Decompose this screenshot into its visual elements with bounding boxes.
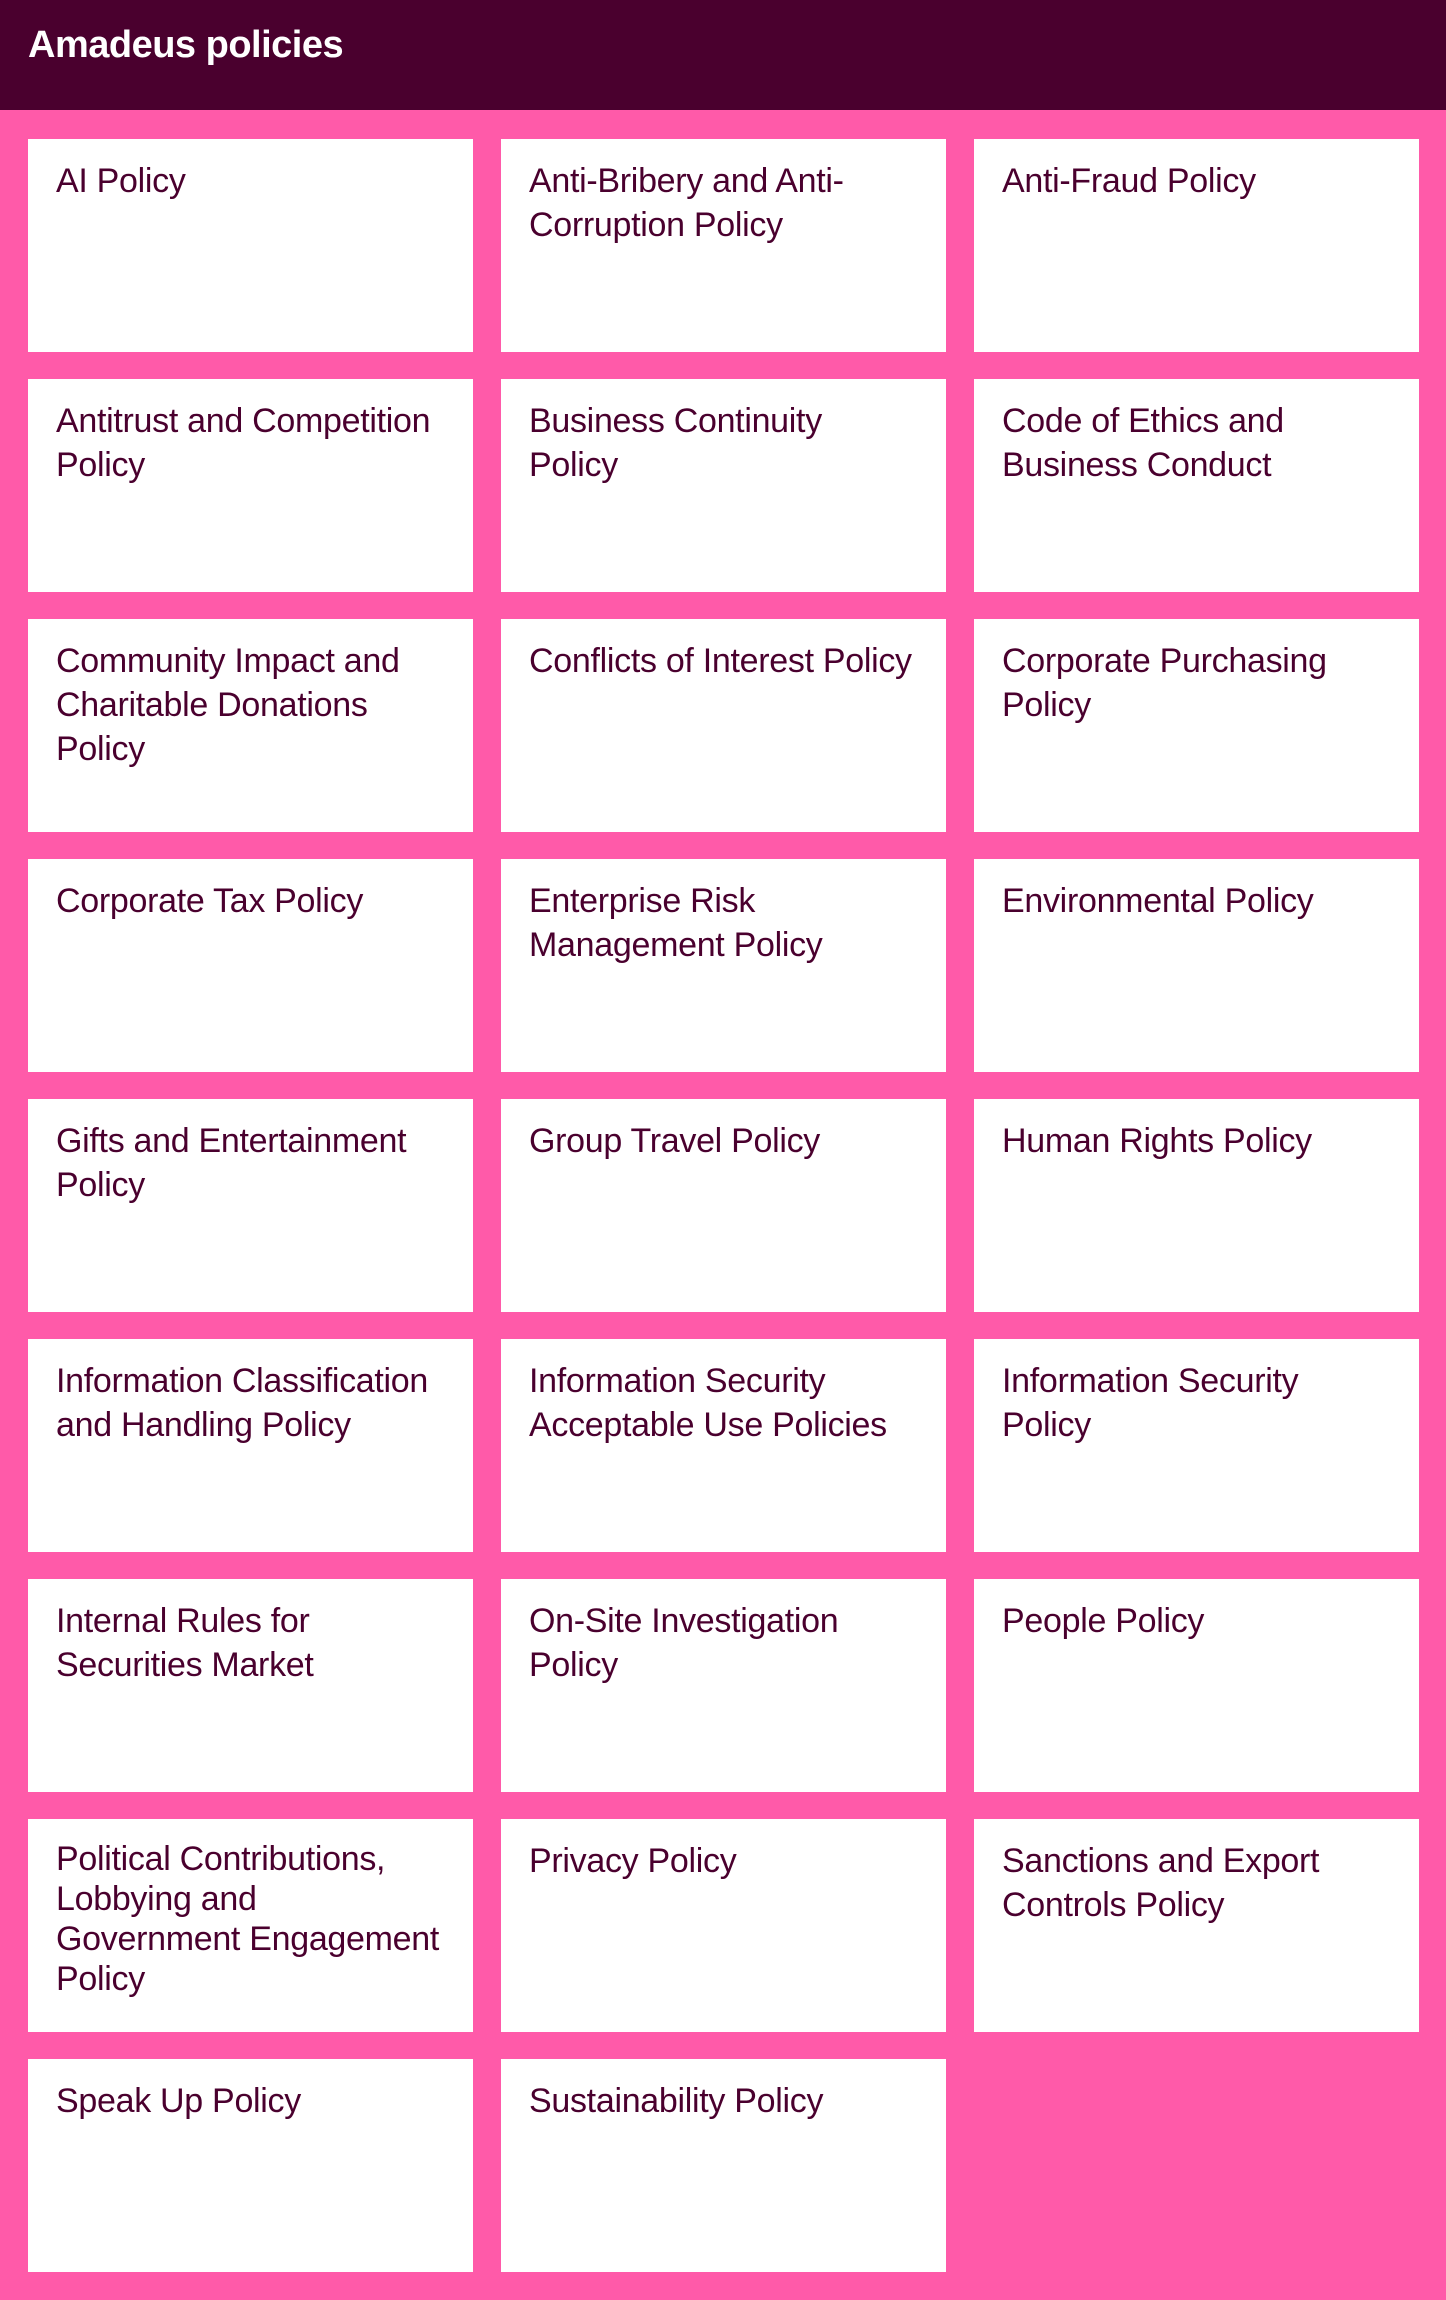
policy-card-label: Business Continuity Policy — [529, 402, 822, 484]
policy-card-label: Information Security Acceptable Use Policies — [529, 1362, 887, 1444]
policy-card-anti-bribery[interactable] — [501, 139, 946, 352]
policy-card-label: Conflicts of Interest Policy — [529, 642, 912, 680]
policy-card-sanctions-export[interactable] — [974, 1819, 1419, 2032]
policy-card-antitrust[interactable] — [28, 379, 473, 592]
policy-card-label: AI Policy — [56, 162, 186, 200]
policy-card-on-site-investigation[interactable] — [501, 1579, 946, 1792]
policy-card-privacy[interactable] — [501, 1819, 946, 2032]
policy-card-label: Corporate Purchasing Policy — [1002, 642, 1327, 724]
page-header — [0, 0, 1446, 110]
policy-card-ai[interactable] — [28, 139, 473, 352]
policy-card-group-travel[interactable] — [501, 1099, 946, 1312]
policy-card-infosec-acceptable-use[interactable] — [501, 1339, 946, 1552]
policy-card-label: Human Rights Policy — [1002, 1122, 1312, 1160]
policy-card-label: On-Site Investigation Policy — [529, 1602, 839, 1684]
policy-card-label: Group Travel Policy — [529, 1122, 820, 1160]
policy-grid — [28, 139, 1418, 2272]
policy-card-label: Information Security Policy — [1002, 1362, 1299, 1444]
policy-card-label: Community Impact and Charitable Donations Policy — [56, 642, 400, 768]
policy-card-label: Environmental Policy — [1002, 882, 1314, 920]
policy-card-information-security[interactable] — [974, 1339, 1419, 1552]
policy-card-label: Antitrust and Competition Policy — [56, 402, 431, 484]
policy-card-code-of-ethics[interactable] — [974, 379, 1419, 592]
policy-card-label: Anti-Bribery and Anti-Corruption Policy — [529, 162, 844, 244]
policy-card-label: Political Contributions, Lobbying and Government Engagement Policy — [56, 1840, 440, 1998]
policy-card-enterprise-risk[interactable] — [501, 859, 946, 1072]
policy-card-label: Sustainability Policy — [529, 2082, 824, 2120]
policy-card-information-classification[interactable] — [28, 1339, 473, 1552]
policy-card-environmental[interactable] — [974, 859, 1419, 1072]
policy-card-sustainability[interactable] — [501, 2059, 946, 2272]
policy-card-conflicts-of-interest[interactable] — [501, 619, 946, 832]
policy-card-corporate-purchasing[interactable] — [974, 619, 1419, 832]
policy-card-label: Information Classification and Handling Policy — [56, 1362, 429, 1444]
policy-card-gifts-entertainment[interactable] — [28, 1099, 473, 1312]
policy-card-community-impact[interactable] — [28, 619, 473, 832]
policy-card-internal-rules-securities[interactable] — [28, 1579, 473, 1792]
policy-card-political-contributions[interactable] — [28, 1819, 473, 2032]
policy-card-label: Sanctions and Export Controls Policy — [1002, 1842, 1320, 1924]
policy-card-label: Privacy Policy — [529, 1842, 737, 1880]
policy-card-label: Internal Rules for Securities Market — [56, 1602, 314, 1684]
policy-card-human-rights[interactable] — [974, 1099, 1419, 1312]
policy-card-label: Code of Ethics and Business Conduct — [1002, 402, 1284, 484]
policy-card-label: Speak Up Policy — [56, 2082, 301, 2120]
page-title: Amadeus policies — [28, 24, 344, 66]
policy-card-label: Enterprise Risk Management Policy — [529, 882, 823, 964]
policy-card-business-continuity[interactable] — [501, 379, 946, 592]
policy-card-anti-fraud[interactable] — [974, 139, 1419, 352]
policy-card-label: People Policy — [1002, 1602, 1205, 1640]
policy-card-label: Corporate Tax Policy — [56, 882, 364, 920]
policy-card-corporate-tax[interactable] — [28, 859, 473, 1072]
policy-card-label: Gifts and Entertainment Policy — [56, 1122, 407, 1204]
policy-card-speak-up[interactable] — [28, 2059, 473, 2272]
policy-card-label: Anti-Fraud Policy — [1002, 162, 1256, 200]
policy-card-people[interactable] — [974, 1579, 1419, 1792]
